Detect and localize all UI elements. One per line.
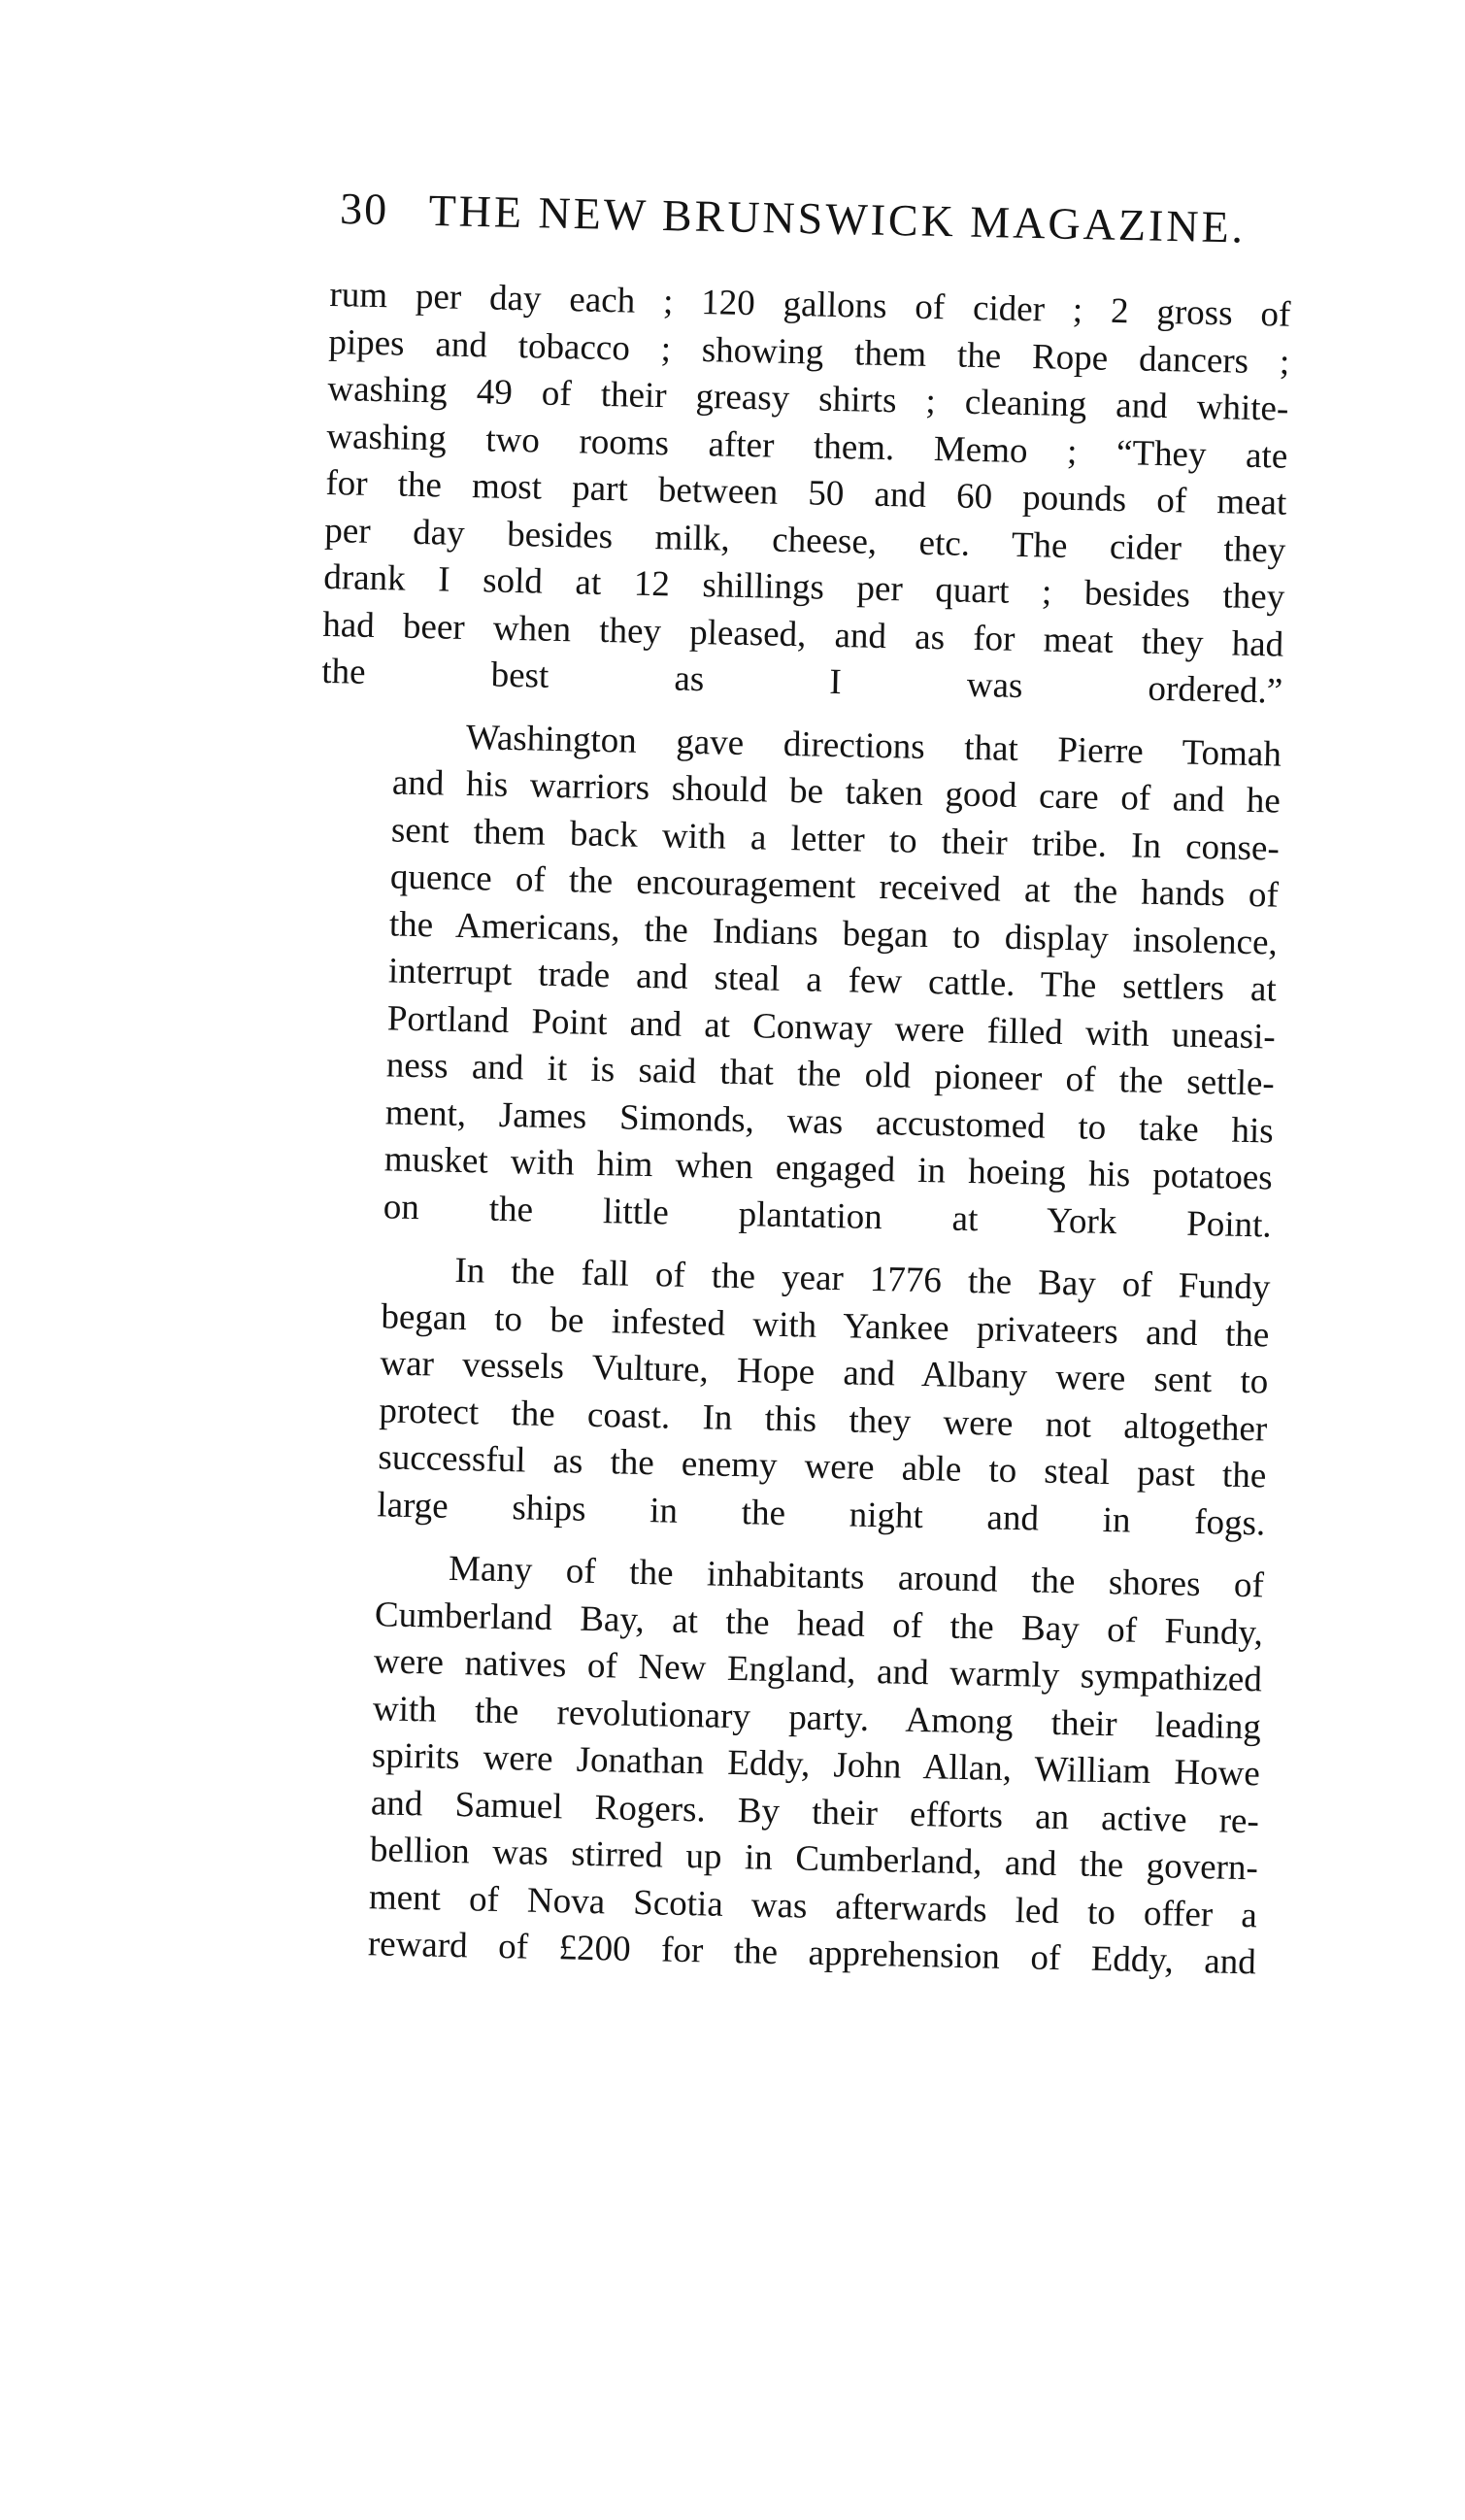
text-line: and his warriors should be taken good care of and he — [391, 762, 1282, 822]
text-line: reward of £200 for the apprehension of Eddy, and — [367, 1924, 1257, 1983]
paragraph-1 — [321, 272, 1291, 716]
text-line: sent them back with a letter to their tribe. In conse- — [390, 809, 1281, 869]
text-line: successful as the enemy were able to steal past the — [378, 1437, 1267, 1496]
text-line: quence of the encouragement received at the hands of — [389, 857, 1280, 916]
magazine-title: THE NEW BRUNSWICK MAGAZINE. — [428, 185, 1247, 252]
page-number: 30 — [339, 184, 389, 235]
text-line: ment of Nova Scotia was afterwards led to offer a — [368, 1876, 1258, 1935]
text-line: large ships in the night and in fogs. — [376, 1484, 1266, 1543]
text-line: musket with him when engaged in hoeing his potatoes — [383, 1139, 1274, 1198]
text-line: war vessels Vulture, Hope and Albany were sent to — [380, 1343, 1269, 1402]
text-line: Washington gave directions that Pierre Tomah — [465, 717, 1282, 775]
text-line: on the little plantation at York Point. — [383, 1186, 1273, 1246]
text-line: Cumberland Bay, at the head of the Bay of Fundy, — [374, 1594, 1264, 1653]
paragraph-4 — [294, 1543, 1264, 1987]
text-line: began to be infested with Yankee privateers and the — [381, 1295, 1270, 1355]
text-line: the Americans, the Indians began to display insolence, — [388, 903, 1279, 963]
text-line: interrupt trade and steal a few cattle. The settlers at — [387, 951, 1278, 1010]
text-line: rum per day each ; 120 gallons of cider ; 2 gross of — [329, 274, 1291, 335]
paragraph-3 — [304, 1245, 1271, 1548]
text-line: washing two rooms after them. Memo ; “They ate — [326, 416, 1288, 477]
text-line: Many of the inhabitants around the shores of — [448, 1548, 1265, 1606]
text-line: Portland Point and at Conway were filled with uneasi- — [386, 997, 1277, 1058]
text-line: with the revolutionary party. Among their leading — [372, 1688, 1262, 1747]
body-text — [294, 272, 1290, 1987]
text-line: and Samuel Rogers. By their efforts an active re- — [370, 1782, 1260, 1841]
text-line: had beer when they pleased, and as for meat they had — [321, 604, 1284, 665]
text-line: spirits were Jonathan Eddy, John Allan, William Howe — [371, 1735, 1261, 1795]
text-line: ness and it is said that the old pioneer of the settle- — [385, 1045, 1276, 1104]
text-line: ment, James Simonds, was accustomed to take his — [384, 1092, 1275, 1152]
text-line: drank I sold at 12 shillings per quart ; besides they — [322, 556, 1285, 618]
text-line: per day besides milk, cheese, etc. The cider they — [324, 510, 1286, 571]
text-line: pipes and tobacco ; showing them the Rope dancers ; — [328, 321, 1290, 383]
text-line: bellion was stirred up in Cumberland, and the govern- — [369, 1830, 1259, 1889]
text-line: washing 49 of their greasy shirts ; cleaning and white- — [327, 368, 1289, 429]
text-line: for the most part between 50 and 60 pounds of meat — [325, 462, 1287, 523]
text-line: In the fall of the year 1776 the Bay of Fundy — [454, 1250, 1271, 1308]
text-line: the best as I was ordered.” — [320, 651, 1283, 712]
paragraph-2 — [310, 711, 1282, 1249]
running-head — [339, 183, 1272, 270]
text-line: protect the coast. In this they were not altogether — [379, 1390, 1268, 1449]
text-line: were natives of New England, and warmly sympathized — [373, 1641, 1263, 1700]
